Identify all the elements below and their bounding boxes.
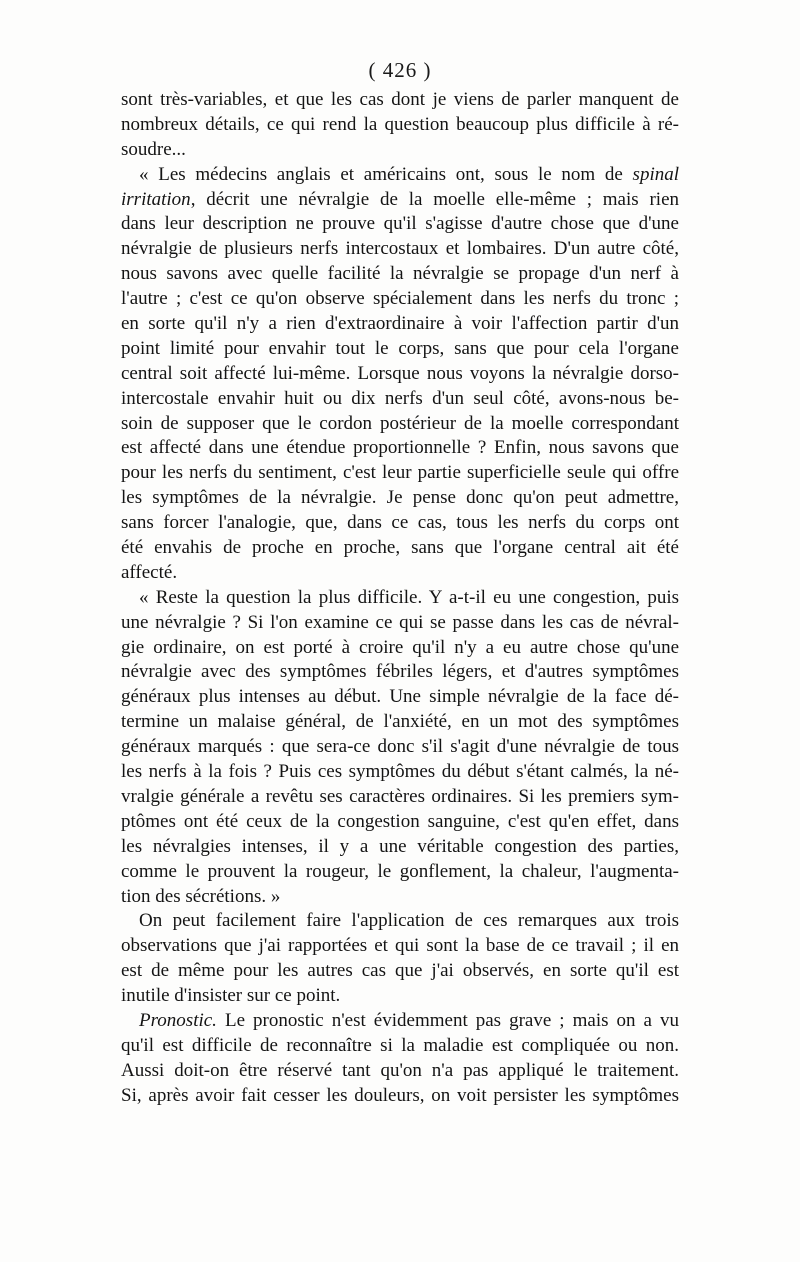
- text-line: Aussi doit-on être réservé tant qu'on n'a pas appliqué le traitement.: [121, 1059, 679, 1081]
- text-line: tion des sécrétions. »: [121, 885, 281, 907]
- text-line: [121, 188, 679, 213]
- text-line: qu'il est difficile de reconnaître si la maladie est compliquée ou non.: [121, 1034, 679, 1056]
- paragraph-application: [121, 909, 679, 1009]
- text-line: inutile d'insister sur ce point.: [121, 985, 341, 1007]
- paragraph-congestion: [121, 586, 679, 910]
- text-line: nous savons avec quelle facilité la névralgie se propage d'un nerf à: [121, 263, 679, 285]
- text-line: sans forcer l'analogie, que, dans ce cas, tous les nerfs du corps ont: [121, 512, 679, 534]
- text-line: central soit affecté lui-même. Lorsque nous voyons la névralgie dorso-: [121, 362, 679, 384]
- text-line: les nerfs à la fois ? Puis ces symptômes du début s'étant calmés, la né-: [121, 761, 679, 783]
- text-line: termine un malaise général, de l'anxiété, en un mot des symptômes: [121, 711, 679, 733]
- text-line: névralgie avec des symptômes fébriles légers, et d'autres symptômes: [121, 661, 679, 683]
- text-line: généraux marqués : que sera-ce donc s'il s'agit d'une névralgie de tous: [121, 736, 679, 758]
- text-line: une névralgie ? Si l'on examine ce qui se passe dans les cas de névral-: [121, 611, 679, 633]
- text-run: Le pronostic n'est évidemment pas grave ; mais on a vu: [216, 1009, 679, 1031]
- text-run: « Les médecins anglais et américains ont, sous le nom de: [139, 163, 633, 185]
- text-line: l'autre ; c'est ce qu'on observe spécialement dans les nerfs du tronc ;: [121, 288, 679, 310]
- paragraph-spinal-irritation: [121, 163, 679, 586]
- text-line: observations que j'ai rapportées et qui sont la base de ce travail ; il en: [121, 935, 679, 957]
- text-line: affecté.: [121, 561, 178, 583]
- text-line: généraux plus intenses au début. Une simple névralgie de la face dé-: [121, 686, 679, 708]
- text-line: « Reste la question la plus difficile. Y a-t-il eu une congestion, puis: [139, 586, 679, 608]
- text-line: soudre...: [121, 138, 186, 160]
- text-run: , décrit une névralgie de la moelle elle-même ; mais rien: [190, 188, 679, 210]
- text-line: été envahis de proche en proche, sans que l'organe central ait été: [121, 537, 679, 559]
- text-line: dans leur description ne prouve qu'il s'agisse d'autre chose que d'une: [121, 213, 679, 235]
- page-number: ( 426 ): [368, 58, 432, 82]
- text-line: ptômes ont été ceux de la congestion sanguine, c'est qu'en effet, dans: [121, 810, 679, 832]
- text-line: [121, 1009, 679, 1034]
- section-heading: Pronostic.: [139, 1009, 217, 1031]
- text-line: Si, après avoir fait cesser les douleurs, on voit persister les symptômes: [121, 1084, 679, 1106]
- text-line: est de même pour les autres cas que j'ai observés, en sorte qu'il est: [121, 960, 679, 982]
- text-line: comme le prouvent la rougeur, le gonflement, la chaleur, l'augmenta-: [121, 860, 679, 882]
- italic-term: spinal: [632, 163, 679, 185]
- text-line: pour les nerfs du sentiment, c'est leur partie superficielle seule qui offre: [121, 462, 679, 484]
- text-line: les névralgies intenses, il y a une véritable congestion des parties,: [121, 835, 679, 857]
- text-line: point limité pour envahir tout le corps, sans que pour cela l'organe: [121, 337, 679, 359]
- paragraph-continuation: [121, 88, 679, 163]
- text-line: en sorte qu'il n'y a rien d'extraordinaire à voir l'affection partir d'un: [121, 313, 679, 335]
- text-line: [121, 163, 679, 188]
- text-line: intercostale envahir huit ou dix nerfs d'un seul côté, avons-nous be-: [121, 387, 679, 409]
- text-line: soin de supposer que le cordon postérieur de la moelle correspondant: [121, 412, 679, 434]
- text-line: sont très-variables, et que les cas dont je viens de parler manquent de: [121, 89, 679, 110]
- paragraph-pronostic: [121, 1009, 679, 1109]
- text-line: est affecté dans une étendue proportionnelle ? Enfin, nous savons que: [121, 437, 679, 459]
- text-line: névralgie de plusieurs nerfs intercostaux et lombaires. D'un autre côté,: [121, 238, 679, 260]
- body-text: [121, 88, 679, 1109]
- text-line: On peut facilement faire l'application de ces remarques aux trois: [139, 910, 679, 932]
- text-line: vralgie générale a revêtu ses caractères ordinaires. Si les premiers sym-: [121, 785, 679, 807]
- italic-term: irritation: [121, 188, 191, 210]
- text-line: gie ordinaire, on est porté à croire qu'il n'y a eu autre chose qu'une: [121, 636, 679, 658]
- text-line: les symptômes de la névralgie. Je pense donc qu'on peut admettre,: [121, 487, 679, 509]
- text-line: nombreux détails, ce qui rend la question beaucoup plus difficile à ré-: [121, 113, 679, 135]
